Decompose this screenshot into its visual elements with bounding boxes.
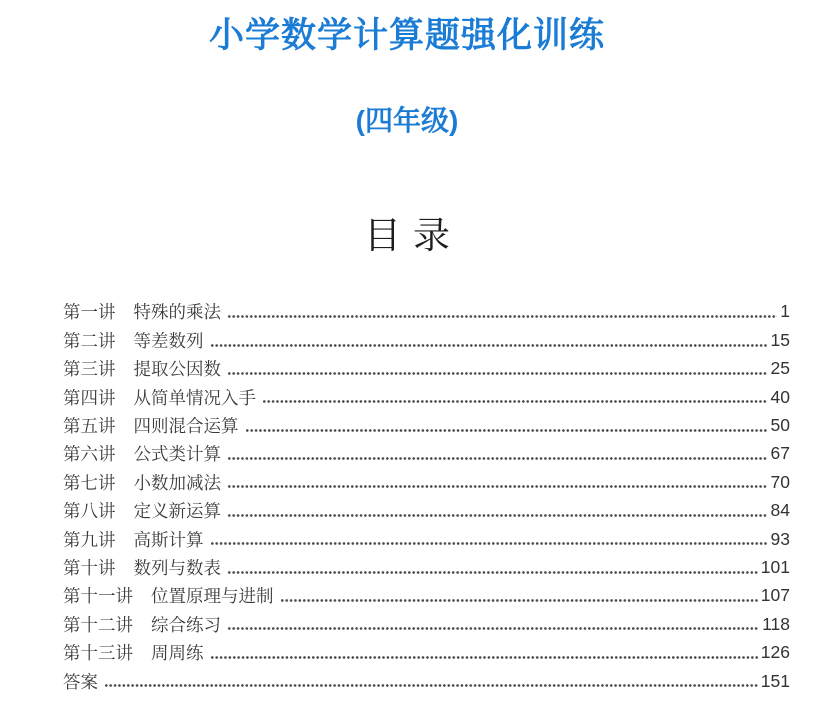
chapter-title: 四则混合运算: [133, 415, 239, 436]
toc-row[interactable]: [63, 667, 790, 695]
chapter-title: 高斯计算: [133, 529, 204, 550]
toc-row[interactable]: [63, 525, 790, 553]
dot-leader: [281, 598, 758, 603]
toc-row[interactable]: [63, 383, 790, 411]
page-number: 84: [770, 500, 790, 521]
chapter-label: 第二讲: [63, 330, 116, 351]
chapter-title: 答案: [63, 671, 98, 692]
chapter-label: 第十三讲: [63, 643, 133, 664]
dot-leader: [246, 428, 768, 433]
dot-leader: [211, 655, 758, 660]
toc-row[interactable]: [63, 582, 790, 610]
chapter-label: 第十二讲: [63, 614, 133, 635]
toc-row[interactable]: [63, 326, 790, 354]
page-number: 93: [770, 528, 790, 549]
chapter-title: 提取公因数: [133, 359, 221, 380]
dot-leader: [228, 513, 768, 518]
toc-row[interactable]: [63, 496, 790, 524]
chapter-label: 第九讲: [63, 529, 116, 550]
page-number: 40: [770, 386, 790, 407]
chapter-label: 第七讲: [63, 472, 116, 493]
chapter-label: 第三讲: [63, 359, 116, 380]
chapter-title: 小数加减法: [133, 472, 221, 493]
dot-leader: [105, 683, 758, 688]
chapter-title: 综合练习: [151, 614, 221, 635]
chapter-title: 周周练: [151, 643, 204, 664]
dot-leader: [263, 399, 768, 404]
chapter-label: 第四讲: [63, 387, 116, 408]
toc-row[interactable]: [63, 610, 790, 638]
page-number: 107: [760, 585, 790, 606]
chapter-label: 第十讲: [63, 557, 116, 578]
page-number: 1: [780, 301, 790, 322]
table-of-contents: [0, 298, 814, 695]
toc-row[interactable]: [63, 553, 790, 581]
dot-leader: [228, 371, 768, 376]
page-number: 101: [760, 556, 790, 577]
document-subtitle: (四年级): [355, 105, 459, 137]
toc-row[interactable]: [63, 638, 790, 666]
dot-leader: [228, 314, 777, 319]
toc-row[interactable]: [63, 468, 790, 496]
page-number: 70: [770, 471, 790, 492]
page-number: 50: [770, 414, 790, 435]
page-number: 25: [770, 358, 790, 379]
page-number: 126: [760, 642, 790, 663]
chapter-label: 第一讲: [63, 302, 116, 323]
toc-row[interactable]: [63, 298, 790, 326]
dot-leader: [211, 541, 768, 546]
chapter-title: 从简单情况入手: [133, 387, 256, 408]
chapter-title: 定义新运算: [133, 501, 221, 522]
dot-leader: [228, 626, 759, 631]
page-number: 15: [770, 329, 790, 350]
chapter-title: 特殊的乘法: [133, 302, 221, 323]
chapter-label: 第十一讲: [63, 586, 133, 607]
chapter-label: 第八讲: [63, 501, 116, 522]
toc-row[interactable]: [63, 411, 790, 439]
toc-row[interactable]: [63, 440, 790, 468]
chapter-title: 位置原理与进制: [151, 586, 274, 607]
dot-leader: [211, 343, 768, 348]
toc-row[interactable]: [63, 355, 790, 383]
chapter-title: 数列与数表: [133, 557, 221, 578]
page-number: 67: [770, 443, 790, 464]
chapter-title: 公式类计算: [133, 444, 221, 465]
dot-leader: [228, 456, 768, 461]
page-number: 151: [760, 670, 790, 691]
chapter-label: 第六讲: [63, 444, 116, 465]
page-number: 118: [762, 613, 790, 634]
chapter-label: 第五讲: [63, 415, 116, 436]
chapter-title: 等差数列: [133, 330, 204, 351]
document-title: 小学数学计算题强化训练: [208, 16, 605, 55]
dot-leader: [228, 484, 768, 489]
dot-leader: [228, 570, 758, 575]
toc-heading: 目录: [364, 216, 462, 258]
